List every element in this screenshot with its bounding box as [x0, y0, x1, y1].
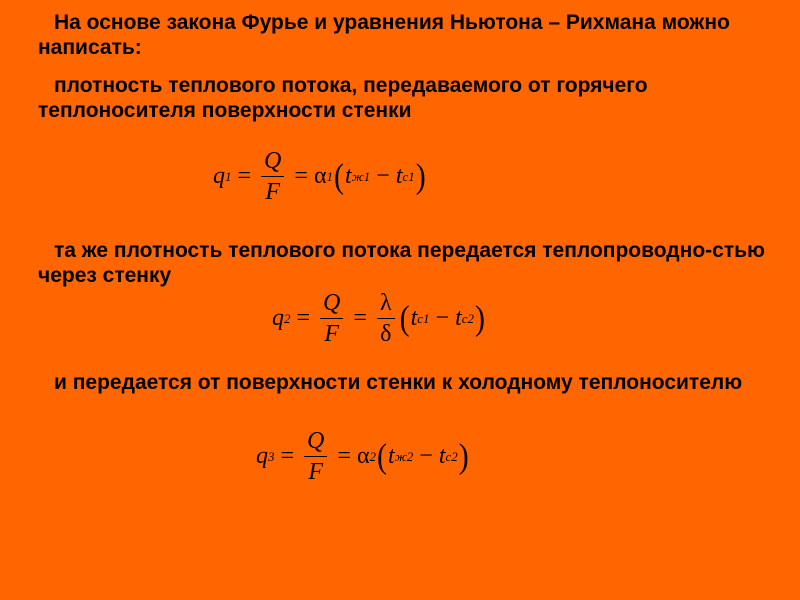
formula-q1-lhs: q: [213, 163, 225, 189]
formula-q3-t1: t: [388, 443, 395, 469]
formula-q1-lhs-sub: 1: [225, 168, 232, 184]
formula-q2-fraction: [320, 290, 343, 347]
formula-q2-open: (: [399, 298, 410, 337]
hot-side-paragraph: [38, 73, 778, 123]
cold-side-text: и передается от поверхности стенки к холодному теплоносителю: [54, 371, 743, 394]
formula-q3-lhs-sub: 3: [268, 448, 275, 464]
formula-q1-coef-sub: 1: [326, 168, 334, 184]
formula-q1-t2: t: [395, 163, 403, 189]
formula-q2: [272, 290, 486, 347]
formula-q2-t2: t: [455, 305, 462, 331]
formula-q1-t1-sub: ж1: [351, 168, 371, 184]
formula-q2-lhs: q: [272, 305, 284, 331]
intro-text: На основе закона Фурье и уравнения Ньютона – Рихмана можно написать:: [38, 11, 730, 59]
formula-q1-coef: α: [313, 163, 327, 189]
hot-side-text: плотность теплового потока, передаваемого от горячего теплоносителя поверхности стенки: [38, 74, 648, 122]
formula-q1-t1: t: [345, 163, 352, 189]
formula-q3-num: Q: [304, 428, 327, 457]
intro-paragraph: [38, 10, 778, 60]
formula-q2-minus: −: [435, 305, 450, 331]
formula-q1: [213, 148, 427, 205]
formula-q2-close: ): [475, 298, 486, 337]
formula-q3-eq2: =: [337, 443, 351, 469]
cold-side-paragraph: [38, 370, 778, 395]
formula-q3-t2: t: [438, 443, 446, 469]
formula-q3-fraction: [304, 428, 327, 485]
formula-q3-minus: −: [419, 443, 433, 469]
formula-q3-den: F: [308, 459, 324, 485]
formula-q3-coef: α: [356, 443, 370, 469]
formula-q1-num: Q: [261, 148, 284, 177]
formula-q1-eq2: =: [294, 163, 308, 189]
formula-q1-open: (: [334, 156, 345, 195]
formula-q3-lhs: q: [256, 443, 268, 469]
formula-q2-num: Q: [320, 290, 343, 319]
formula-q1-minus: −: [376, 163, 390, 189]
formula-q1-den: F: [265, 179, 281, 205]
formula-q1-close: ): [415, 156, 426, 195]
formula-q1-fraction: [261, 148, 284, 205]
formula-q2-lhs-sub: 2: [284, 310, 291, 326]
formula-q2-eq2: =: [353, 305, 367, 331]
formula-q2-t2-sub: с2: [461, 310, 475, 326]
formula-q2-fraction-2: [377, 290, 395, 347]
conduction-paragraph: [38, 238, 778, 288]
formula-q3: [256, 428, 470, 485]
formula-q3-t1-sub: ж2: [394, 448, 414, 464]
formula-q1-t2-sub: с1: [402, 168, 415, 184]
formula-q3-eq1: =: [280, 443, 295, 469]
formula-q2-eq1: =: [296, 305, 311, 331]
formula-q2-delta: δ: [380, 321, 392, 347]
formula-q3-t2-sub: с2: [445, 448, 458, 464]
formula-q2-lambda: λ: [377, 290, 395, 319]
formula-q3-close: ): [458, 436, 469, 475]
formula-q3-coef-sub: 2: [369, 448, 377, 464]
formula-q1-eq1: =: [237, 163, 252, 189]
formula-q2-den: F: [324, 321, 340, 347]
formula-q2-t1-sub: с1: [417, 310, 430, 326]
conduction-text: та же плотность теплового потока передается теплопроводно-стью через стенку: [38, 239, 765, 287]
formula-q2-t1: t: [410, 305, 418, 331]
formula-q3-open: (: [377, 436, 388, 475]
